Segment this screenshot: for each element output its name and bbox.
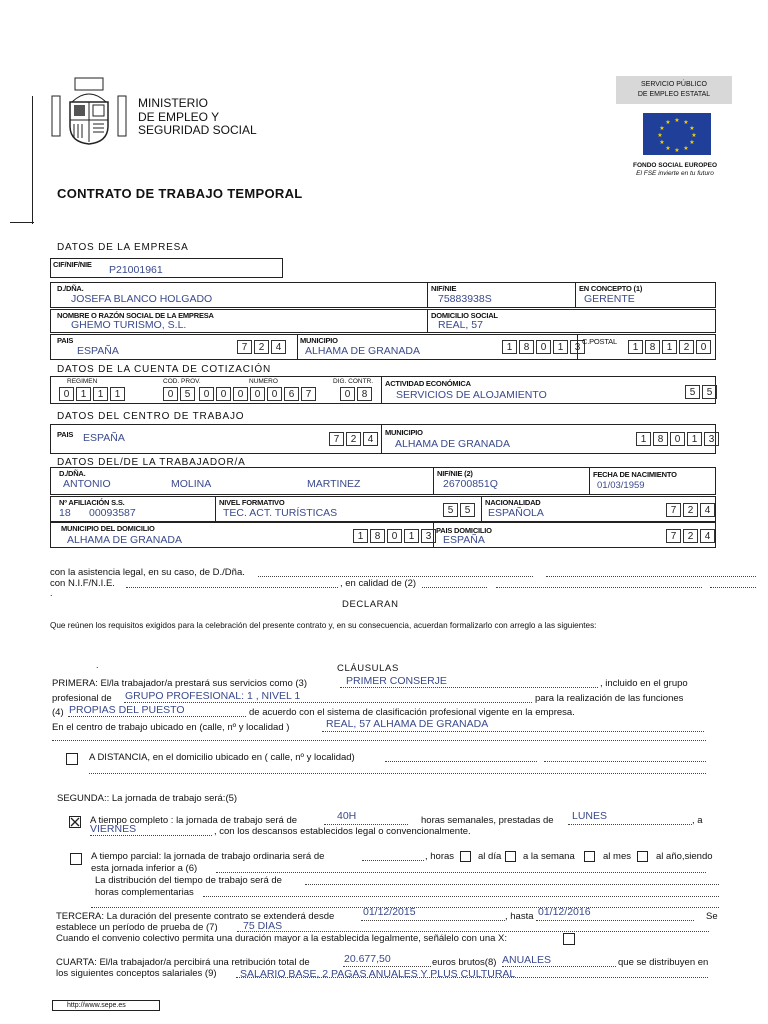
cif-label: CIF/NIF/NIE [53, 260, 92, 269]
cpostal-label: C.POSTAL [582, 337, 617, 346]
actividad-value[interactable]: SERVICIOS DE ALOJAMIENTO [396, 389, 547, 401]
centro-dots-2 [52, 740, 706, 741]
concepto-label: EN CONCEPTO (1) [579, 284, 643, 293]
empresa-row3 [50, 334, 716, 360]
mes-checkbox[interactable] [637, 851, 648, 862]
dot-mark-2: . [96, 660, 99, 670]
trab-nombre[interactable]: ANTONIO [63, 478, 111, 490]
primera-line: PRIMERA: El/la trabajador/a prestará sus servicios como (3) , incluido en el grupo [52, 678, 688, 689]
pais-label: PAIS [57, 336, 74, 345]
pais-value[interactable]: ESPAÑA [77, 345, 119, 357]
profesional-value[interactable]: GRUPO PROFESIONAL: 1 , NIVEL 1 [125, 690, 301, 702]
primera-cargo[interactable]: PRIMER CONSERJE [346, 675, 447, 687]
coat-of-arms-logo [50, 74, 128, 146]
distancia-dots-2 [89, 773, 706, 774]
centro-value[interactable]: REAL, 57 ALHAMA DE GRANADA [326, 718, 489, 730]
svg-text:★: ★ [665, 119, 671, 126]
prueba-value[interactable]: 75 DIAS [243, 920, 283, 932]
conceptos-line: los siguientes conceptos salariales (9) [56, 968, 217, 979]
dig-code[interactable]: 0 8 [340, 387, 374, 401]
tercera-desde[interactable]: 01/12/2015 [363, 906, 416, 918]
svg-text:★: ★ [657, 132, 663, 139]
margin-line [32, 96, 33, 224]
footer-url[interactable]: http://www.sepe.es [52, 1000, 160, 1011]
declaran-heading: DECLARAN [342, 599, 399, 610]
clausulas-heading: CLÁUSULAS [337, 663, 399, 674]
cif-field[interactable] [50, 258, 283, 278]
regimen-label: REGIMEN [67, 378, 98, 385]
municipio-value[interactable]: ALHAMA DE GRANADA [305, 345, 420, 357]
nif-value[interactable]: 75883938S [438, 293, 492, 305]
cuarta-periodo[interactable]: ANUALES [502, 954, 552, 966]
nivel-value[interactable]: TEC. ACT. TURÍSTICAS [223, 507, 338, 519]
nacionalidad-code[interactable]: 7 2 4 [666, 503, 717, 517]
trabajador-row2 [50, 496, 716, 522]
centro-line: En el centro de trabajo ubicado en (calle, nº y localidad ) [52, 722, 289, 733]
nivel-code[interactable]: 5 5 [443, 503, 477, 517]
domicilio-label: DOMICILIO SOCIAL [431, 311, 498, 320]
cuarta-line: CUARTA: El/la trabajador/a percibirá una retribución total de euros brutos(8) que se distribuyen en [56, 957, 709, 968]
margin-mark [10, 222, 34, 223]
cuarta-total[interactable]: 20.677,50 [344, 953, 391, 965]
parcial-line-4: horas complementarias [95, 887, 194, 898]
domicilio-value[interactable]: REAL, 57 [438, 319, 483, 331]
svg-text:★: ★ [689, 125, 695, 132]
convenio-line: Cuando el convenio colectivo permita una duración mayor a la establecida legalmente, señálelo con una X: [56, 933, 507, 944]
nif-line: con N.I.F/N.I.E. , en calidad de (2) [50, 578, 710, 589]
mun-dom-code[interactable]: 1 8 0 1 3 [353, 529, 438, 543]
svg-text:★: ★ [689, 139, 695, 146]
dona-value[interactable]: JOSEFA BLANCO HOLGADO [71, 293, 213, 305]
dia2-checkbox[interactable] [505, 851, 516, 862]
cif-value: P21001961 [109, 264, 163, 276]
trab-apellido1[interactable]: MOLINA [171, 478, 212, 490]
funciones-value[interactable]: PROPIAS DEL PUESTO [69, 704, 185, 716]
mun-dom-label: MUNICIPIO DEL DOMICILIO [61, 524, 155, 533]
parcial-checkbox[interactable] [70, 853, 82, 865]
svg-text:★: ★ [665, 145, 671, 152]
distancia-checkbox[interactable] [66, 753, 78, 765]
afil-prov[interactable]: 18 [59, 507, 71, 519]
numero-label: NUMERO [249, 378, 278, 385]
dia-checkbox[interactable] [460, 851, 471, 862]
afil-label: Nº AFILIACIÓN S.S. [59, 498, 125, 507]
nacionalidad-value[interactable]: ESPAÑOLA [488, 507, 544, 519]
eu-flag-icon [643, 113, 711, 155]
concepto-value[interactable]: GERENTE [584, 293, 635, 305]
razon-label: NOMBRE O RAZÓN SOCIAL DE LA EMPRESA [57, 311, 214, 320]
page-title: CONTRATO DE TRABAJO TEMPORAL [57, 186, 303, 201]
svg-text:★: ★ [659, 125, 665, 132]
trab-nif-value[interactable]: 26700851Q [443, 478, 498, 490]
mun-dom-value[interactable]: ALHAMA DE GRANADA [67, 534, 182, 546]
empresa-row1 [50, 282, 716, 308]
check-x-icon [70, 817, 80, 827]
regimen-code[interactable]: 0 1 1 1 [59, 387, 127, 401]
service-box: SERVICIO PÚBLICO DE EMPLEO ESTATAL [616, 76, 732, 104]
semana-checkbox[interactable] [584, 851, 595, 862]
empresa-row2 [50, 309, 716, 333]
profesional-line: profesional de para la realización de las funciones [52, 693, 684, 704]
trab-nac-value[interactable]: 01/03/1959 [597, 480, 645, 491]
completo-hasta[interactable]: VIERNES [90, 823, 137, 835]
fse-caption: FONDO SOCIAL EUROPEO El FSE invierte en tu futuro [632, 162, 718, 177]
prov-label: COD. PROV. [163, 378, 201, 385]
centro-pais-code[interactable]: 7 2 4 [329, 432, 380, 446]
distancia-line: A DISTANCIA, en el domicilio ubicado en ( calle, nº y localidad) [89, 752, 355, 763]
svg-text:★: ★ [691, 132, 697, 139]
prueba-line: establece un período de prueba de (7) [56, 922, 218, 933]
nacionalidad-label: NACIONALIDAD [485, 498, 541, 507]
ministry-name: MINISTERIO DE EMPLEO Y SEGURIDAD SOCIAL [138, 96, 257, 137]
centro-municipio-label: MUNICIPIO [385, 428, 423, 437]
nif-label: NIF/NIE [431, 284, 457, 293]
conceptos-value[interactable]: SALARIO BASE, 2 PAGAS ANUALES Y PLUS CULTURAL [240, 968, 516, 980]
trab-apellido2[interactable]: MARTINEZ [307, 478, 361, 490]
trab-dona-label: D./DÑA. [59, 469, 86, 478]
dot-mark: . [50, 588, 53, 598]
pais-dom-label: PAIS DOMICILIO [436, 526, 492, 535]
svg-text:★: ★ [674, 147, 680, 154]
centro-municipio-value[interactable]: ALHAMA DE GRANADA [395, 438, 510, 450]
trabajador-row3 [50, 522, 716, 548]
segunda-heading: SEGUNDA:: La jornada de trabajo será:(5) [57, 793, 238, 804]
numero-code[interactable]: 0 0 0 0 0 6 7 [199, 387, 318, 401]
completo-horas[interactable]: 40H [337, 810, 357, 822]
municipio-label: MUNICIPIO [300, 336, 338, 345]
centro-row [50, 424, 716, 454]
trabajador-row1 [50, 467, 716, 495]
afil-num[interactable]: 00093587 [89, 507, 136, 519]
completo-checkbox[interactable] [69, 816, 81, 828]
actividad-label: ACTIVIDAD ECONÓMICA [385, 379, 471, 388]
svg-text:★: ★ [683, 119, 689, 126]
completo-line: A tiempo completo : la jornada de trabajo será de horas semanales, prestadas de , a [90, 815, 703, 826]
trab-nac-label: FECHA DE NACIMIENTO [593, 470, 677, 479]
pais-dom-value[interactable]: ESPAÑA [443, 534, 485, 546]
pais-code[interactable]: 7 2 4 [237, 340, 288, 354]
tercera-line: TERCERA: La duración del presente contrato se extenderá desde , hasta Se [56, 911, 718, 922]
cotizacion-row [50, 376, 716, 404]
dig-label: DIG. CONTR. [333, 378, 374, 385]
convenio-checkbox[interactable] [563, 933, 575, 945]
centro-municipio-code[interactable]: 1 8 0 1 3 [636, 432, 721, 446]
centro-pais-value[interactable]: ESPAÑA [83, 432, 125, 444]
svg-text:★: ★ [683, 145, 689, 152]
dona-label: D./DÑA. [57, 284, 84, 293]
section-cotizacion: DATOS DE LA CUENTA DE COTIZACIÓN [57, 364, 271, 375]
svg-text:★: ★ [674, 117, 680, 124]
section-trabajador: DATOS DEL/DE LA TRABAJADOR/A [57, 457, 246, 468]
trab-nif-label: NIF/NIE (2) [437, 469, 473, 478]
section-centro: DATOS DEL CENTRO DE TRABAJO [57, 411, 245, 422]
asistencia-line: con la asistencia legal, en su caso, de D./Dña. [50, 567, 710, 578]
razon-value[interactable]: GHEMO TURISMO, S.L. [71, 319, 187, 331]
pais-dom-code[interactable]: 7 2 4 [666, 529, 717, 543]
parcial-line-3: La distribución del tiempo de trabajo será de [95, 875, 282, 886]
funciones-line: (4) de acuerdo con el sistema de clasificación profesional vigente en la empresa. [52, 707, 575, 718]
nivel-label: NIVEL FORMATIVO [219, 498, 285, 507]
reunen-text: Que reúnen los requisitos exigidos para la celebración del presente contrato y, en su consecuencia, acuerdan formalizarlo con arreglo a las siguientes: [50, 621, 597, 630]
section-empresa: DATOS DE LA EMPRESA [57, 242, 189, 253]
svg-text:★: ★ [659, 139, 665, 146]
completo-desde[interactable]: LUNES [572, 810, 608, 822]
actividad-code[interactable]: 5 5 [685, 385, 719, 399]
municipio-code[interactable]: 1 8 0 1 3 [502, 340, 587, 354]
cpostal-code[interactable]: 1 8 1 2 0 [628, 340, 713, 354]
tercera-hasta[interactable]: 01/12/2016 [538, 906, 591, 918]
centro-pais-label: PAIS [57, 430, 74, 439]
parcial-line-2: esta jornada inferior a (6) [91, 863, 197, 874]
prov-code[interactable]: 0 5 [163, 387, 197, 401]
parcial-line: A tiempo parcial: la jornada de trabajo ordinaria será de , horas al día a la semana al mes al año,siendo [91, 851, 713, 862]
